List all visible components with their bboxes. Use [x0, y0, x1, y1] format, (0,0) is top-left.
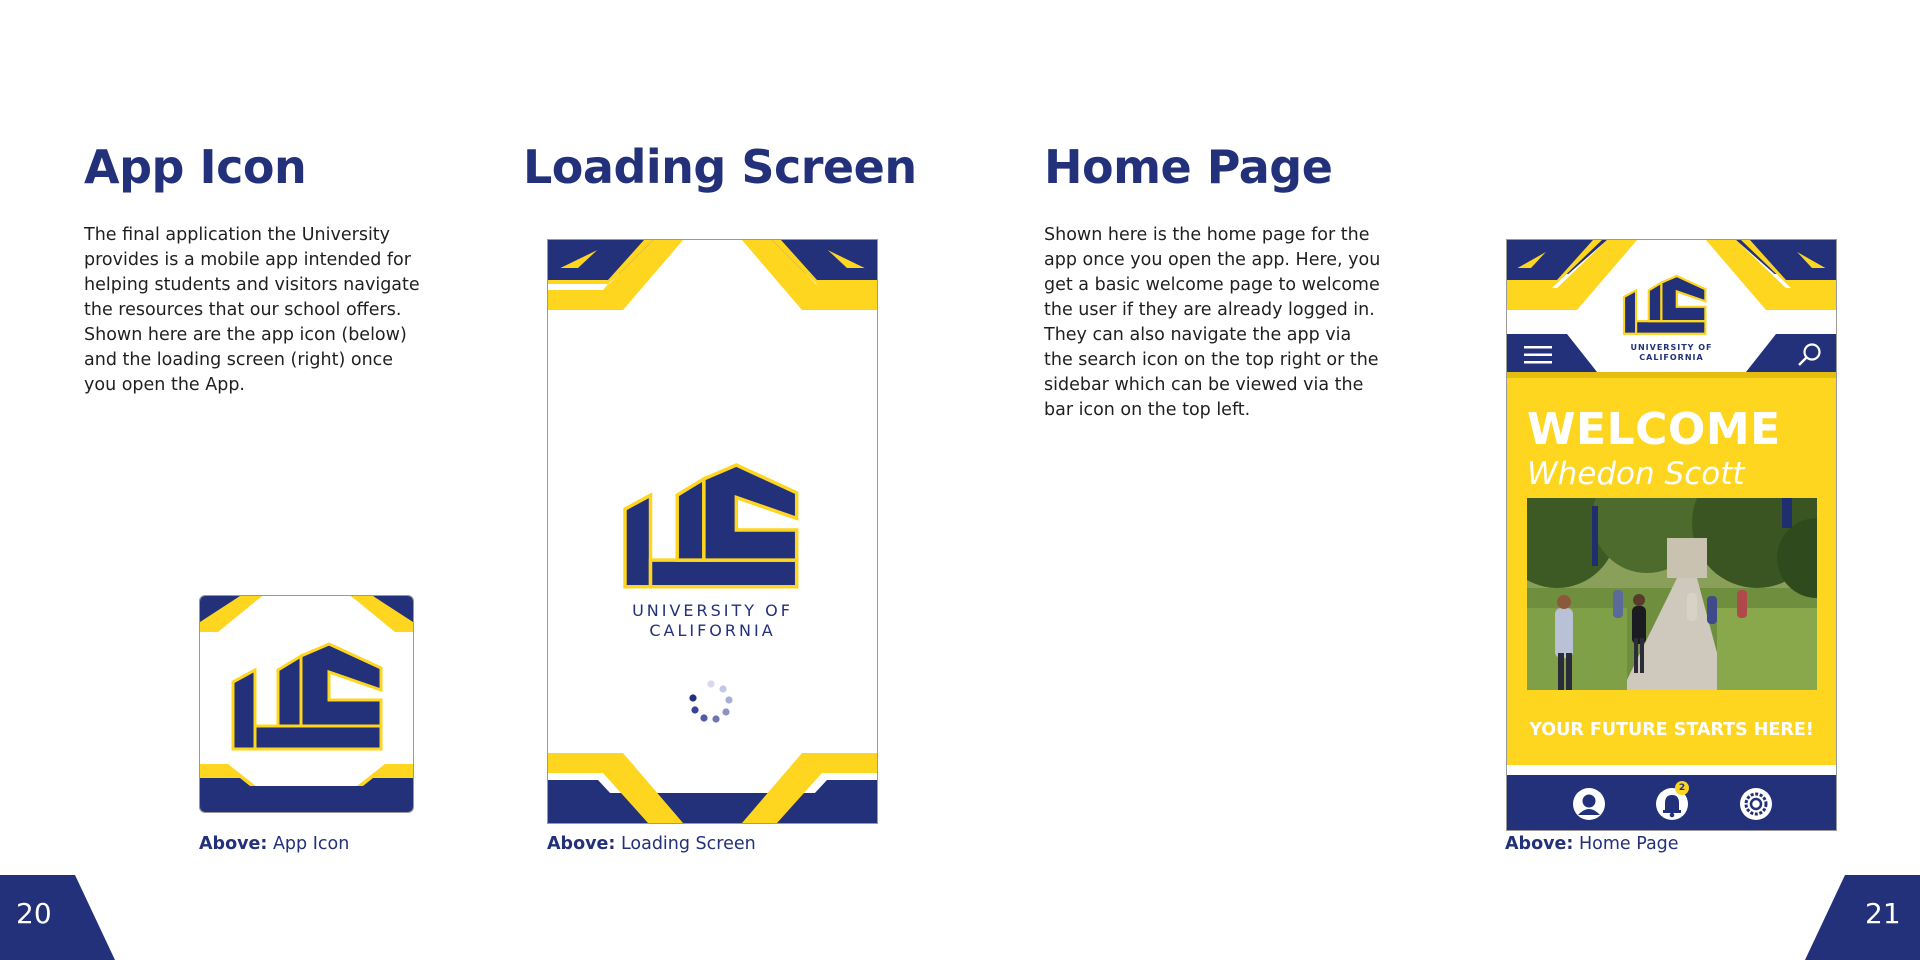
header-logo-text — [1507, 343, 1836, 363]
notification-badge: 2 — [1675, 781, 1689, 795]
caption-text: Home Page — [1578, 834, 1679, 854]
caption-label: Above: — [199, 834, 268, 854]
loading-screen-caption — [547, 834, 756, 854]
page-number-text: 20 — [16, 897, 52, 930]
search-icon[interactable] — [1797, 342, 1823, 368]
page-number-text: 21 — [1865, 897, 1901, 930]
loading-screen-title: Loading Screen — [523, 140, 917, 194]
caption-label: Above: — [547, 834, 616, 854]
caption-label: Above: — [1505, 834, 1574, 854]
caption-text: App Icon — [272, 834, 350, 854]
logo-line-2: CALIFORNIA — [1639, 353, 1704, 362]
app-icon-title: App Icon — [84, 140, 307, 194]
loading-logo-text — [548, 601, 877, 641]
logo-line-1: UNIVERSITY OF — [632, 601, 793, 620]
notification-bell-icon[interactable] — [1655, 783, 1689, 821]
loading-screen-mockup — [547, 239, 878, 824]
welcome-heading: WELCOME — [1527, 404, 1781, 455]
loading-spinner-icon — [689, 680, 732, 722]
uc-logo-icon — [200, 596, 413, 812]
app-icon-description: The final application the University provides is a mobile app intended for helping students and visitors navigate the resources that our school offers. Shown here are the app icon (below) and the loading screen (right) once you open the App. — [84, 225, 420, 395]
caption-text: Loading Screen — [620, 834, 756, 854]
user-name: Whedon Scott — [1527, 456, 1745, 492]
page-number-right — [1805, 875, 1920, 960]
home-page-caption — [1505, 834, 1679, 854]
page-number-left — [0, 875, 115, 960]
home-page-description: Shown here is the home page for the app once you open the app. Here, you get a basic welcome page to welcome the user if they are already logged in. They can also navigate the app via the search icon on the top right or the sidebar which can be viewed via the bar icon on the top left. — [1044, 225, 1381, 420]
bottom-nav-bar — [1507, 775, 1836, 830]
menu-icon[interactable] — [1524, 346, 1554, 364]
logo-line-2: CALIFORNIA — [649, 621, 776, 640]
app-header — [1507, 240, 1836, 372]
loading-screen-graphic — [548, 240, 877, 823]
logo-line-1: UNIVERSITY OF — [1630, 343, 1713, 352]
app-icon-image — [199, 595, 414, 813]
home-page-mockup — [1506, 239, 1837, 831]
settings-icon[interactable] — [1739, 787, 1773, 821]
profile-icon[interactable] — [1572, 787, 1606, 821]
campus-photo — [1527, 498, 1817, 690]
tagline: YOUR FUTURE STARTS HERE! — [1529, 720, 1814, 740]
app-icon-caption — [199, 834, 349, 854]
home-page-title: Home Page — [1044, 140, 1333, 194]
